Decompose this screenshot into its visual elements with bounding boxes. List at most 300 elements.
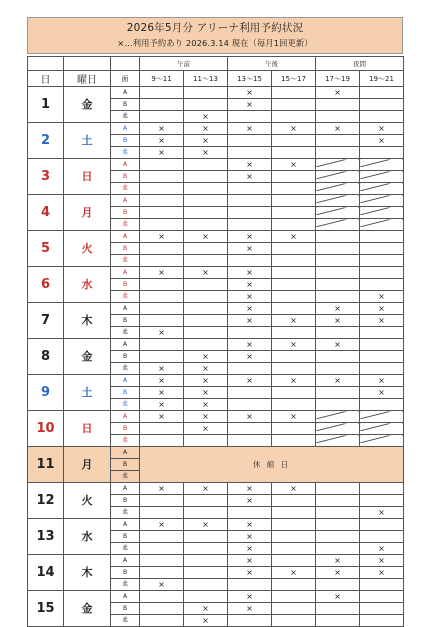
slot-cell	[316, 507, 360, 519]
weekday: 金	[64, 591, 111, 627]
table-row	[28, 411, 404, 423]
facility-label: 柔	[111, 471, 140, 483]
slot-cell	[316, 135, 360, 147]
reserved-mark: ×	[140, 411, 184, 423]
slot-cell	[140, 615, 184, 627]
slot-cell	[228, 207, 272, 219]
slot-cell	[140, 99, 184, 111]
slot-cell	[272, 183, 316, 195]
slot-cell	[140, 543, 184, 555]
slot-cell	[140, 507, 184, 519]
table-row	[28, 447, 404, 459]
reserved-mark: ×	[360, 123, 404, 135]
reserved-mark: ×	[228, 123, 272, 135]
slot-cell	[140, 303, 184, 315]
slot-cell	[184, 279, 228, 291]
day-number: 1	[28, 87, 64, 123]
unavailable-slot	[360, 207, 404, 219]
day-number: 15	[28, 591, 64, 627]
slot-cell	[316, 579, 360, 591]
slot-cell	[184, 303, 228, 315]
slot-cell	[360, 603, 404, 615]
day-number: 11	[28, 447, 64, 483]
slot-cell	[184, 531, 228, 543]
reserved-mark: ×	[140, 579, 184, 591]
slot-cell	[316, 255, 360, 267]
closed-day-label: 休 館 日	[140, 447, 404, 483]
reserved-mark: ×	[140, 135, 184, 147]
slot-cell	[272, 243, 316, 255]
weekday: 金	[64, 339, 111, 375]
unavailable-slot	[360, 435, 404, 447]
slot-cell	[360, 147, 404, 159]
slot-cell	[272, 135, 316, 147]
slot-cell	[272, 615, 316, 627]
column-header-slot: 11～13	[184, 71, 228, 87]
slot-cell	[228, 219, 272, 231]
reserved-mark: ×	[184, 135, 228, 147]
facility-label: B	[111, 351, 140, 363]
blank-corner	[28, 57, 64, 71]
reserved-mark: ×	[140, 387, 184, 399]
reserved-mark: ×	[184, 363, 228, 375]
slot-cell	[272, 399, 316, 411]
slot-cell	[184, 219, 228, 231]
slot-cell	[360, 267, 404, 279]
slot-cell	[184, 339, 228, 351]
slot-cell	[140, 111, 184, 123]
slot-cell	[316, 327, 360, 339]
slot-cell	[272, 363, 316, 375]
slot-cell	[316, 519, 360, 531]
weekday: 日	[64, 159, 111, 195]
slot-cell	[272, 531, 316, 543]
unavailable-slot	[360, 171, 404, 183]
slot-cell	[184, 183, 228, 195]
reserved-mark: ×	[272, 123, 316, 135]
facility-label: A	[111, 519, 140, 531]
slot-cell	[360, 363, 404, 375]
slot-cell	[316, 231, 360, 243]
unavailable-slot	[316, 207, 360, 219]
slot-cell	[140, 183, 184, 195]
reserved-mark: ×	[140, 267, 184, 279]
slot-cell	[184, 579, 228, 591]
slot-cell	[140, 531, 184, 543]
facility-label: B	[111, 207, 140, 219]
facility-label: A	[111, 195, 140, 207]
reserved-mark: ×	[184, 483, 228, 495]
reserved-mark: ×	[228, 543, 272, 555]
slot-cell	[360, 495, 404, 507]
table-row	[28, 159, 404, 171]
slot-cell	[360, 591, 404, 603]
facility-label: A	[111, 303, 140, 315]
reserved-mark: ×	[228, 279, 272, 291]
slot-cell	[184, 591, 228, 603]
facility-label: 柔	[111, 399, 140, 411]
day-number: 4	[28, 195, 64, 231]
day-number: 14	[28, 555, 64, 591]
slot-cell	[184, 327, 228, 339]
slot-cell	[228, 423, 272, 435]
reserved-mark: ×	[272, 567, 316, 579]
reserved-mark: ×	[140, 231, 184, 243]
reserved-mark: ×	[140, 363, 184, 375]
facility-label: 柔	[111, 255, 140, 267]
reserved-mark: ×	[360, 375, 404, 387]
reserved-mark: ×	[360, 291, 404, 303]
reserved-mark: ×	[184, 519, 228, 531]
facility-label: 柔	[111, 111, 140, 123]
reserved-mark: ×	[228, 483, 272, 495]
reserved-mark: ×	[184, 123, 228, 135]
reserved-mark: ×	[184, 231, 228, 243]
reserved-mark: ×	[272, 483, 316, 495]
slot-cell	[140, 555, 184, 567]
slot-cell	[316, 147, 360, 159]
column-header-weekday: 曜日	[64, 71, 111, 87]
reserved-mark: ×	[140, 483, 184, 495]
reserved-mark: ×	[184, 267, 228, 279]
reserved-mark: ×	[228, 87, 272, 99]
slot-cell	[272, 219, 316, 231]
slot-cell	[184, 291, 228, 303]
slot-cell	[140, 291, 184, 303]
slot-cell	[360, 99, 404, 111]
slot-cell	[272, 111, 316, 123]
slot-cell	[140, 603, 184, 615]
table-row	[28, 555, 404, 567]
reserved-mark: ×	[140, 147, 184, 159]
reserved-mark: ×	[316, 315, 360, 327]
facility-label: A	[111, 231, 140, 243]
header-banner	[27, 17, 403, 54]
reserved-mark: ×	[272, 159, 316, 171]
table-row	[28, 123, 404, 135]
weekday: 金	[64, 87, 111, 123]
reserved-mark: ×	[272, 339, 316, 351]
reserved-mark: ×	[316, 591, 360, 603]
slot-cell	[316, 387, 360, 399]
slot-cell	[140, 255, 184, 267]
slot-cell	[140, 159, 184, 171]
slot-cell	[272, 171, 316, 183]
reserved-mark: ×	[228, 243, 272, 255]
slot-cell	[360, 255, 404, 267]
reserved-mark: ×	[316, 303, 360, 315]
slot-cell	[228, 147, 272, 159]
slot-cell	[184, 435, 228, 447]
slot-cell	[184, 207, 228, 219]
slot-cell	[184, 171, 228, 183]
slot-cell	[316, 615, 360, 627]
page-title: 2026年5月分 アリーナ利用予約状況	[126, 22, 304, 34]
reserved-mark: ×	[360, 315, 404, 327]
column-header-slot: 13～15	[228, 71, 272, 87]
slot-cell	[360, 579, 404, 591]
slot-cell	[272, 87, 316, 99]
facility-label: B	[111, 531, 140, 543]
slot-cell	[140, 423, 184, 435]
slot-cell	[228, 507, 272, 519]
unavailable-slot	[316, 411, 360, 423]
slot-cell	[140, 171, 184, 183]
reserved-mark: ×	[228, 267, 272, 279]
slot-cell	[140, 591, 184, 603]
slot-cell	[272, 507, 316, 519]
slot-cell	[272, 267, 316, 279]
unavailable-slot	[316, 423, 360, 435]
facility-label: B	[111, 567, 140, 579]
reserved-mark: ×	[228, 315, 272, 327]
column-header-slot: 19～21	[360, 71, 404, 87]
group-header-morning: 午前	[140, 57, 228, 71]
unavailable-slot	[316, 219, 360, 231]
slot-cell	[228, 135, 272, 147]
reserved-mark: ×	[228, 495, 272, 507]
facility-label: 柔	[111, 363, 140, 375]
slot-cell	[360, 339, 404, 351]
facility-label: B	[111, 459, 140, 471]
facility-label: B	[111, 603, 140, 615]
slot-cell	[316, 291, 360, 303]
slot-cell	[140, 351, 184, 363]
table-row	[28, 375, 404, 387]
slot-cell	[360, 111, 404, 123]
facility-label: 柔	[111, 435, 140, 447]
slot-cell	[316, 531, 360, 543]
slot-cell	[184, 255, 228, 267]
reserved-mark: ×	[228, 339, 272, 351]
slot-cell	[228, 327, 272, 339]
facility-label: B	[111, 387, 140, 399]
reserved-mark: ×	[140, 123, 184, 135]
reserved-mark: ×	[228, 231, 272, 243]
reserved-mark: ×	[140, 519, 184, 531]
slot-cell	[272, 579, 316, 591]
reserved-mark: ×	[228, 531, 272, 543]
facility-label: B	[111, 99, 140, 111]
slot-cell	[228, 255, 272, 267]
facility-label: A	[111, 483, 140, 495]
slot-cell	[228, 615, 272, 627]
column-header-slot: 9～11	[140, 71, 184, 87]
facility-label: 柔	[111, 147, 140, 159]
facility-label: 柔	[111, 543, 140, 555]
facility-label: A	[111, 267, 140, 279]
facility-label: B	[111, 171, 140, 183]
slot-cell	[316, 363, 360, 375]
facility-label: B	[111, 495, 140, 507]
reserved-mark: ×	[316, 87, 360, 99]
reserved-mark: ×	[360, 303, 404, 315]
weekday: 水	[64, 267, 111, 303]
unavailable-slot	[360, 195, 404, 207]
slot-cell	[360, 351, 404, 363]
table-row	[28, 483, 404, 495]
slot-cell	[272, 195, 316, 207]
slot-cell	[140, 435, 184, 447]
reserved-mark: ×	[228, 603, 272, 615]
facility-label: A	[111, 339, 140, 351]
slot-cell	[316, 543, 360, 555]
facility-label: A	[111, 591, 140, 603]
slot-cell	[228, 111, 272, 123]
slot-cell	[272, 279, 316, 291]
reserved-mark: ×	[316, 567, 360, 579]
slot-cell	[272, 207, 316, 219]
facility-label: B	[111, 135, 140, 147]
facility-label: B	[111, 243, 140, 255]
weekday: 火	[64, 231, 111, 267]
reserved-mark: ×	[228, 99, 272, 111]
slot-cell	[272, 423, 316, 435]
reserved-mark: ×	[228, 567, 272, 579]
table-row	[28, 339, 404, 351]
reserved-mark: ×	[140, 399, 184, 411]
blank-corner	[111, 57, 140, 71]
slot-cell	[316, 399, 360, 411]
reserved-mark: ×	[228, 303, 272, 315]
reserved-mark: ×	[184, 111, 228, 123]
slot-cell	[316, 279, 360, 291]
reserved-mark: ×	[228, 291, 272, 303]
table-row	[28, 231, 404, 243]
reserved-mark: ×	[272, 231, 316, 243]
column-header-facility: 面	[111, 71, 140, 87]
slot-cell	[272, 543, 316, 555]
reserved-mark: ×	[316, 123, 360, 135]
slot-cell	[184, 555, 228, 567]
slot-cell	[360, 483, 404, 495]
facility-label: A	[111, 447, 140, 459]
reserved-mark: ×	[184, 615, 228, 627]
facility-label: 柔	[111, 615, 140, 627]
slot-cell	[140, 279, 184, 291]
reserved-mark: ×	[184, 147, 228, 159]
slot-cell	[272, 255, 316, 267]
slot-cell	[140, 219, 184, 231]
slot-cell	[272, 327, 316, 339]
facility-label: 柔	[111, 579, 140, 591]
reserved-mark: ×	[228, 411, 272, 423]
slot-cell	[228, 399, 272, 411]
facility-label: A	[111, 123, 140, 135]
reserved-mark: ×	[184, 603, 228, 615]
slot-cell	[184, 195, 228, 207]
reserved-mark: ×	[316, 339, 360, 351]
facility-label: 柔	[111, 507, 140, 519]
slot-cell	[360, 231, 404, 243]
slot-cell	[360, 399, 404, 411]
weekday: 土	[64, 375, 111, 411]
facility-label: B	[111, 315, 140, 327]
slot-cell	[184, 315, 228, 327]
day-number: 12	[28, 483, 64, 519]
slot-cell	[184, 159, 228, 171]
slot-cell	[228, 363, 272, 375]
reserved-mark: ×	[272, 411, 316, 423]
slot-cell	[184, 87, 228, 99]
slot-cell	[316, 351, 360, 363]
slot-cell	[184, 495, 228, 507]
slot-cell	[272, 555, 316, 567]
facility-label: A	[111, 375, 140, 387]
reserved-mark: ×	[272, 315, 316, 327]
day-number: 3	[28, 159, 64, 195]
slot-cell	[140, 315, 184, 327]
column-header-slot: 17～19	[316, 71, 360, 87]
slot-cell	[272, 303, 316, 315]
group-header-night: 夜間	[316, 57, 404, 71]
slot-cell	[228, 579, 272, 591]
slot-cell	[316, 603, 360, 615]
table-row	[28, 591, 404, 603]
unavailable-slot	[316, 183, 360, 195]
unavailable-slot	[316, 435, 360, 447]
column-header-row	[28, 71, 404, 87]
page-subtitle: ×…利用予約あり 2026.3.14 現在（毎月1回更新）	[117, 38, 313, 48]
slot-cell	[140, 495, 184, 507]
slot-cell	[360, 615, 404, 627]
day-number: 2	[28, 123, 64, 159]
slot-cell	[272, 291, 316, 303]
slot-cell	[360, 87, 404, 99]
slot-cell	[184, 567, 228, 579]
column-header-slot: 15～17	[272, 71, 316, 87]
unavailable-slot	[316, 195, 360, 207]
table-row	[28, 87, 404, 99]
day-number: 5	[28, 231, 64, 267]
reserved-mark: ×	[228, 351, 272, 363]
weekday: 月	[64, 447, 111, 483]
slot-cell	[184, 543, 228, 555]
reserved-mark: ×	[228, 555, 272, 567]
day-number: 9	[28, 375, 64, 411]
reserved-mark: ×	[316, 555, 360, 567]
slot-cell	[360, 243, 404, 255]
reserved-mark: ×	[228, 591, 272, 603]
facility-label: A	[111, 411, 140, 423]
slot-cell	[316, 267, 360, 279]
reserved-mark: ×	[184, 411, 228, 423]
table-row	[28, 519, 404, 531]
reserved-mark: ×	[272, 375, 316, 387]
reserved-mark: ×	[360, 567, 404, 579]
facility-label: 柔	[111, 219, 140, 231]
group-header-afternoon: 午後	[228, 57, 316, 71]
reserved-mark: ×	[360, 387, 404, 399]
weekday: 火	[64, 483, 111, 519]
slot-cell	[184, 243, 228, 255]
slot-cell	[140, 339, 184, 351]
slot-cell	[272, 591, 316, 603]
table-row	[28, 303, 404, 315]
reserved-mark: ×	[316, 375, 360, 387]
unavailable-slot	[360, 159, 404, 171]
reserved-mark: ×	[184, 387, 228, 399]
facility-label: 柔	[111, 327, 140, 339]
reservation-table	[27, 56, 404, 627]
facility-label: B	[111, 279, 140, 291]
day-number: 8	[28, 339, 64, 375]
weekday: 木	[64, 303, 111, 339]
reserved-mark: ×	[228, 375, 272, 387]
weekday: 月	[64, 195, 111, 231]
weekday: 土	[64, 123, 111, 159]
reserved-mark: ×	[184, 375, 228, 387]
